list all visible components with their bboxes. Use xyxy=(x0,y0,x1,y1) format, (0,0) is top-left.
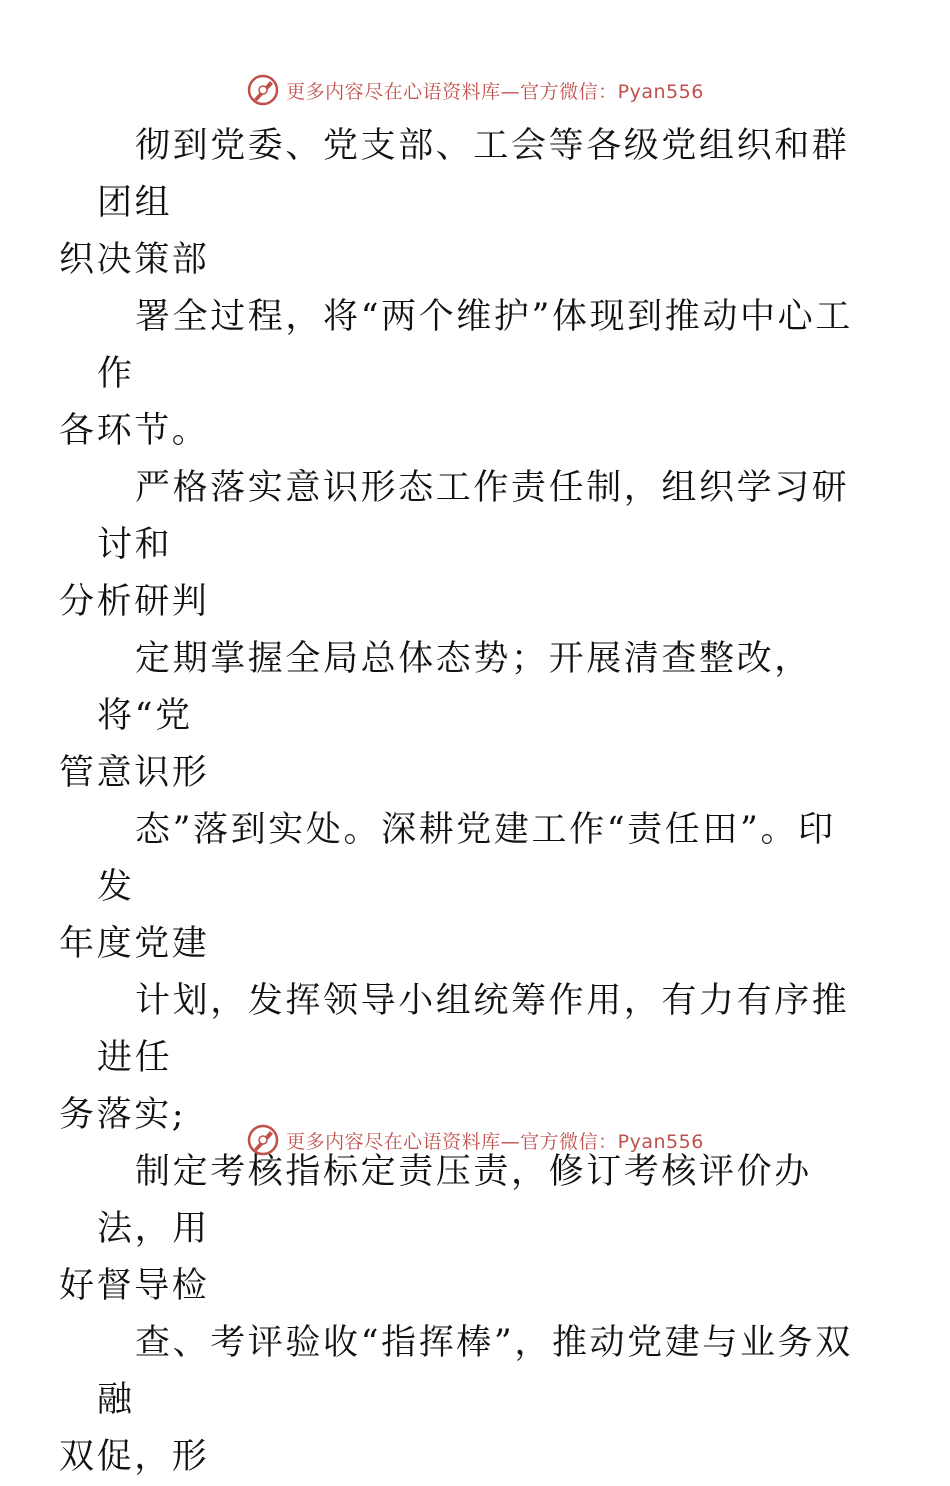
header-watermark xyxy=(0,70,950,110)
paragraph-line: 彻到党委、党支部、工会等各级党组织和群团组 xyxy=(97,126,850,223)
paragraph-line: 严格落实意识形态工作责任制，组织学习研讨和 xyxy=(97,468,850,565)
paragraph-line: 双促，形 xyxy=(59,1437,210,1477)
paragraph-line: 织决策部 xyxy=(59,240,210,280)
paragraph xyxy=(59,973,857,1144)
paragraph xyxy=(59,631,857,802)
footer-watermark xyxy=(0,1120,950,1160)
footer-watermark-text: 更多内容尽在心语资料库—官方微信：Pyan556 xyxy=(286,1130,704,1153)
paragraph xyxy=(59,460,857,631)
paragraph-line: 分析研判 xyxy=(59,582,210,622)
red-quill-logo-icon xyxy=(246,73,280,107)
header-watermark-text: 更多内容尽在心语资料库—官方微信：Pyan556 xyxy=(286,80,704,103)
paragraph-line: 务落实; xyxy=(59,1095,187,1135)
paragraph-line: 各环节。 xyxy=(59,411,210,451)
paragraph xyxy=(59,1315,857,1486)
paragraph-line: 查、考评验收“指挥棒”，推动党建与业务双融 xyxy=(97,1323,853,1420)
paragraph-line: 年度党建 xyxy=(59,924,210,964)
document-body xyxy=(59,118,857,1486)
paragraph-line: 署全过程，将“两个维护”体现到推动中心工作 xyxy=(97,297,853,394)
paragraph-line: 态”落到实处。深耕党建工作“责任田”。印发 xyxy=(97,810,836,907)
paragraph-line: 好督导检 xyxy=(59,1266,210,1306)
paragraph xyxy=(59,118,857,289)
red-quill-logo-icon xyxy=(246,1123,280,1157)
paragraph-line: 定期掌握全局总体态势；开展清查整改，将“党 xyxy=(97,639,812,736)
paragraph-line: 制定考核指标定责压责，修订考核评价办法，用 xyxy=(97,1152,812,1249)
paragraph-line: 计划，发挥领导小组统筹作用，有力有序推进任 xyxy=(97,981,850,1078)
paragraph-line: 管意识形 xyxy=(59,753,210,793)
paragraph xyxy=(59,289,857,460)
paragraph xyxy=(59,802,857,973)
